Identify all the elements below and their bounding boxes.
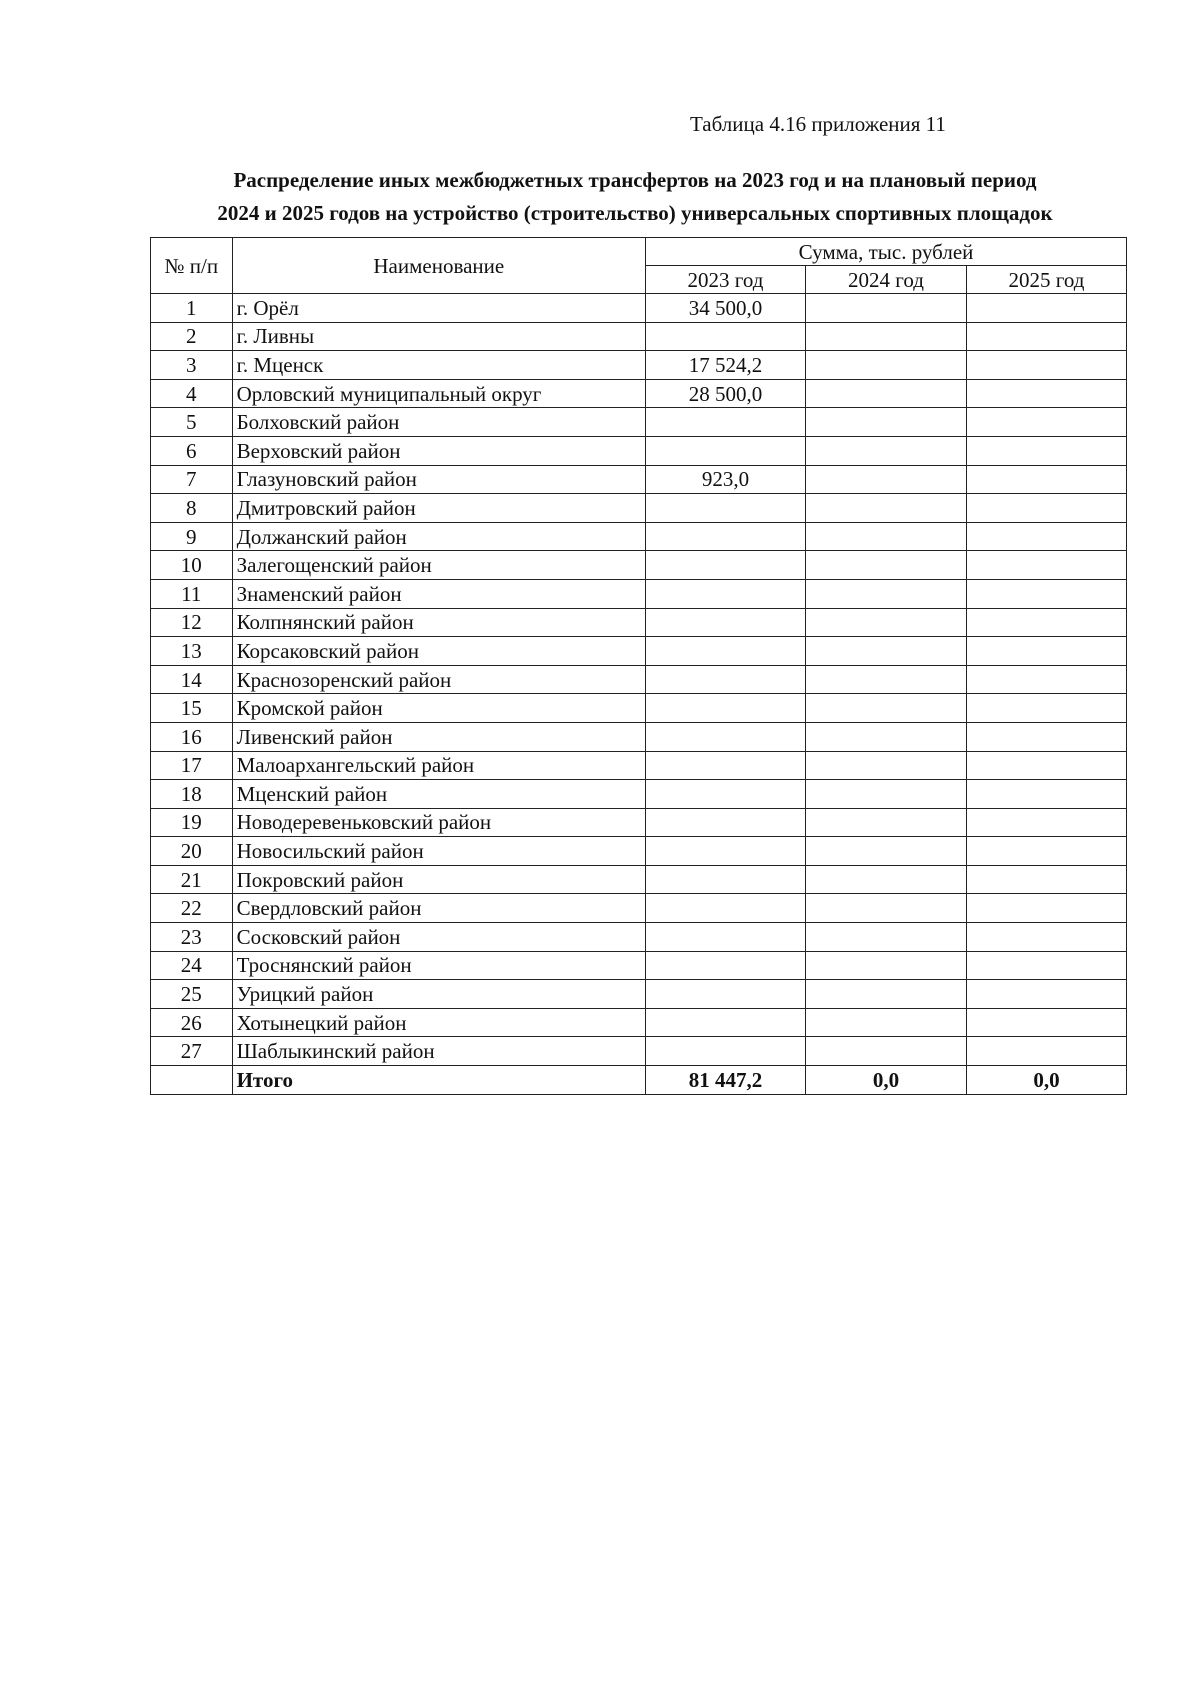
- cell-2023: [646, 522, 806, 551]
- cell-num: 13: [151, 637, 233, 666]
- cell-2024: 0,0: [805, 1066, 966, 1095]
- cell-2024: [805, 722, 966, 751]
- cell-2024: [805, 322, 966, 351]
- cell-num: 5: [151, 408, 233, 437]
- cell-name: Новосильский район: [232, 837, 645, 866]
- cell-name: Свердловский район: [232, 894, 645, 923]
- cell-2025: [967, 894, 1127, 923]
- title-line-2: 2024 и 2025 годов на устройство (строительство) универсальных спортивных площадок: [217, 201, 1053, 225]
- table-row: [151, 722, 1127, 751]
- cell-2025: [967, 923, 1127, 952]
- cell-name: Залегощенский район: [232, 551, 645, 580]
- cell-num: 24: [151, 951, 233, 980]
- table-row: [151, 351, 1127, 380]
- cell-name: Болховский район: [232, 408, 645, 437]
- cell-2024: [805, 665, 966, 694]
- header-num: № п/п: [151, 238, 233, 294]
- cell-2024: [805, 1037, 966, 1066]
- cell-2023: [646, 494, 806, 523]
- cell-num: 20: [151, 837, 233, 866]
- cell-2025: [967, 465, 1127, 494]
- cell-2024: [805, 522, 966, 551]
- cell-2024: [805, 351, 966, 380]
- transfers-table: [150, 237, 1127, 1095]
- cell-name: Ливенский район: [232, 722, 645, 751]
- table-row: [151, 1037, 1127, 1066]
- cell-name: Краснозоренский район: [232, 665, 645, 694]
- header-name: Наименование: [232, 238, 645, 294]
- table-row: [151, 465, 1127, 494]
- cell-2023: [646, 722, 806, 751]
- cell-2024: [805, 951, 966, 980]
- title-line-1: Распределение иных межбюджетных трансфертов на 2023 год и на плановый период: [233, 168, 1037, 192]
- cell-2024: [805, 923, 966, 952]
- cell-2023: [646, 665, 806, 694]
- cell-name: Орловский муниципальный округ: [232, 379, 645, 408]
- cell-2025: [967, 408, 1127, 437]
- table-row: [151, 1008, 1127, 1037]
- cell-2025: [967, 579, 1127, 608]
- cell-2025: [967, 865, 1127, 894]
- table-row: [151, 694, 1127, 723]
- cell-2025: [967, 665, 1127, 694]
- cell-2023: [646, 923, 806, 952]
- cell-name: Мценский район: [232, 780, 645, 809]
- cell-name: Урицкий район: [232, 980, 645, 1009]
- cell-2025: [967, 351, 1127, 380]
- cell-2024: [805, 894, 966, 923]
- table-row: [151, 780, 1127, 809]
- cell-2024: [805, 1008, 966, 1037]
- cell-2025: [967, 551, 1127, 580]
- cell-2023: [646, 322, 806, 351]
- cell-num: 21: [151, 865, 233, 894]
- cell-2025: [967, 436, 1127, 465]
- cell-2025: [967, 608, 1127, 637]
- cell-2025: [967, 637, 1127, 666]
- table-row: [151, 608, 1127, 637]
- table-row: [151, 865, 1127, 894]
- cell-2025: [967, 1008, 1127, 1037]
- cell-2025: [967, 837, 1127, 866]
- cell-num: 18: [151, 780, 233, 809]
- cell-num: 14: [151, 665, 233, 694]
- cell-2023: 34 500,0: [646, 294, 806, 323]
- cell-2024: [805, 294, 966, 323]
- table-row: [151, 294, 1127, 323]
- cell-2023: [646, 951, 806, 980]
- cell-2025: [967, 780, 1127, 809]
- cell-2023: 923,0: [646, 465, 806, 494]
- cell-num: 27: [151, 1037, 233, 1066]
- cell-num: 19: [151, 808, 233, 837]
- cell-name: Покровский район: [232, 865, 645, 894]
- cell-num: 1: [151, 294, 233, 323]
- cell-2023: [646, 551, 806, 580]
- table-row: [151, 436, 1127, 465]
- cell-name: Малоархангельский район: [232, 751, 645, 780]
- cell-2024: [805, 751, 966, 780]
- cell-2024: [805, 408, 966, 437]
- header-sum: Сумма, тыс. рублей: [646, 238, 1127, 266]
- cell-name: г. Орёл: [232, 294, 645, 323]
- cell-2025: [967, 722, 1127, 751]
- table-row: [151, 751, 1127, 780]
- cell-2025: [967, 322, 1127, 351]
- cell-2024: [805, 865, 966, 894]
- cell-2023: [646, 1008, 806, 1037]
- cell-2024: [805, 837, 966, 866]
- cell-num: 7: [151, 465, 233, 494]
- cell-name: Должанский район: [232, 522, 645, 551]
- cell-2024: [805, 780, 966, 809]
- cell-2024: [805, 637, 966, 666]
- cell-2023: [646, 780, 806, 809]
- cell-name: Глазуновский район: [232, 465, 645, 494]
- cell-2025: [967, 494, 1127, 523]
- cell-num: 26: [151, 1008, 233, 1037]
- cell-2023: [646, 980, 806, 1009]
- cell-2024: [805, 465, 966, 494]
- cell-2024: [805, 980, 966, 1009]
- cell-name: Дмитровский район: [232, 494, 645, 523]
- cell-2023: [646, 637, 806, 666]
- cell-num: 12: [151, 608, 233, 637]
- cell-name: Колпнянский район: [232, 608, 645, 637]
- total-row: [151, 1066, 1127, 1095]
- cell-name: Шаблыкинский район: [232, 1037, 645, 1066]
- table-row: [151, 379, 1127, 408]
- table-row: [151, 923, 1127, 952]
- table-row: [151, 980, 1127, 1009]
- table-row: [151, 551, 1127, 580]
- cell-2023: [646, 408, 806, 437]
- table-row: [151, 837, 1127, 866]
- header-row: [151, 238, 1127, 266]
- cell-2025: [967, 980, 1127, 1009]
- cell-2023: 17 524,2: [646, 351, 806, 380]
- table-row: [151, 494, 1127, 523]
- cell-2023: [646, 608, 806, 637]
- cell-name: Знаменский район: [232, 579, 645, 608]
- table-row: [151, 637, 1127, 666]
- cell-2025: [967, 808, 1127, 837]
- cell-2023: [646, 751, 806, 780]
- cell-2024: [805, 579, 966, 608]
- cell-name: Кромской район: [232, 694, 645, 723]
- cell-num: 3: [151, 351, 233, 380]
- table-row: [151, 579, 1127, 608]
- header-2023: 2023 год: [646, 266, 806, 294]
- table-body: [151, 294, 1127, 1095]
- cell-name: Новодеревеньковский район: [232, 808, 645, 837]
- table-caption: Таблица 4.16 приложения 11: [690, 112, 946, 136]
- cell-2023: [646, 694, 806, 723]
- cell-2023: [646, 808, 806, 837]
- cell-2023: 28 500,0: [646, 379, 806, 408]
- cell-2023: [646, 837, 806, 866]
- cell-2025: [967, 1037, 1127, 1066]
- cell-num: 8: [151, 494, 233, 523]
- table-row: [151, 808, 1127, 837]
- cell-2023: [646, 894, 806, 923]
- cell-num: 25: [151, 980, 233, 1009]
- cell-num: 10: [151, 551, 233, 580]
- cell-name: Итого: [232, 1066, 645, 1095]
- cell-2024: [805, 608, 966, 637]
- cell-2025: [967, 751, 1127, 780]
- cell-num: 23: [151, 923, 233, 952]
- cell-2023: [646, 865, 806, 894]
- cell-name: Хотынецкий район: [232, 1008, 645, 1037]
- cell-2025: [967, 522, 1127, 551]
- cell-2024: [805, 379, 966, 408]
- document-title: [150, 164, 1120, 230]
- cell-2025: 0,0: [967, 1066, 1127, 1095]
- cell-2024: [805, 494, 966, 523]
- cell-name: Корсаковский район: [232, 637, 645, 666]
- cell-name: г. Мценск: [232, 351, 645, 380]
- cell-num: 2: [151, 322, 233, 351]
- header-2024: 2024 год: [805, 266, 966, 294]
- cell-num: 16: [151, 722, 233, 751]
- table-row: [151, 894, 1127, 923]
- cell-num: 17: [151, 751, 233, 780]
- header-2025: 2025 год: [967, 266, 1127, 294]
- cell-num: 9: [151, 522, 233, 551]
- cell-2025: [967, 294, 1127, 323]
- table-row: [151, 522, 1127, 551]
- cell-name: г. Ливны: [232, 322, 645, 351]
- table-row: [151, 951, 1127, 980]
- cell-num: 22: [151, 894, 233, 923]
- table-row: [151, 322, 1127, 351]
- cell-2023: [646, 579, 806, 608]
- cell-num: 15: [151, 694, 233, 723]
- cell-2023: [646, 436, 806, 465]
- cell-num: 4: [151, 379, 233, 408]
- cell-name: Сосковский район: [232, 923, 645, 952]
- cell-2024: [805, 694, 966, 723]
- cell-2024: [805, 808, 966, 837]
- cell-2025: [967, 379, 1127, 408]
- table-row: [151, 408, 1127, 437]
- cell-num: [151, 1066, 233, 1095]
- cell-num: 11: [151, 579, 233, 608]
- cell-2025: [967, 694, 1127, 723]
- cell-name: Верховский район: [232, 436, 645, 465]
- cell-2023: 81 447,2: [646, 1066, 806, 1095]
- cell-2023: [646, 1037, 806, 1066]
- table-row: [151, 665, 1127, 694]
- cell-name: Троснянский район: [232, 951, 645, 980]
- cell-2024: [805, 551, 966, 580]
- cell-num: 6: [151, 436, 233, 465]
- cell-2025: [967, 951, 1127, 980]
- cell-2024: [805, 436, 966, 465]
